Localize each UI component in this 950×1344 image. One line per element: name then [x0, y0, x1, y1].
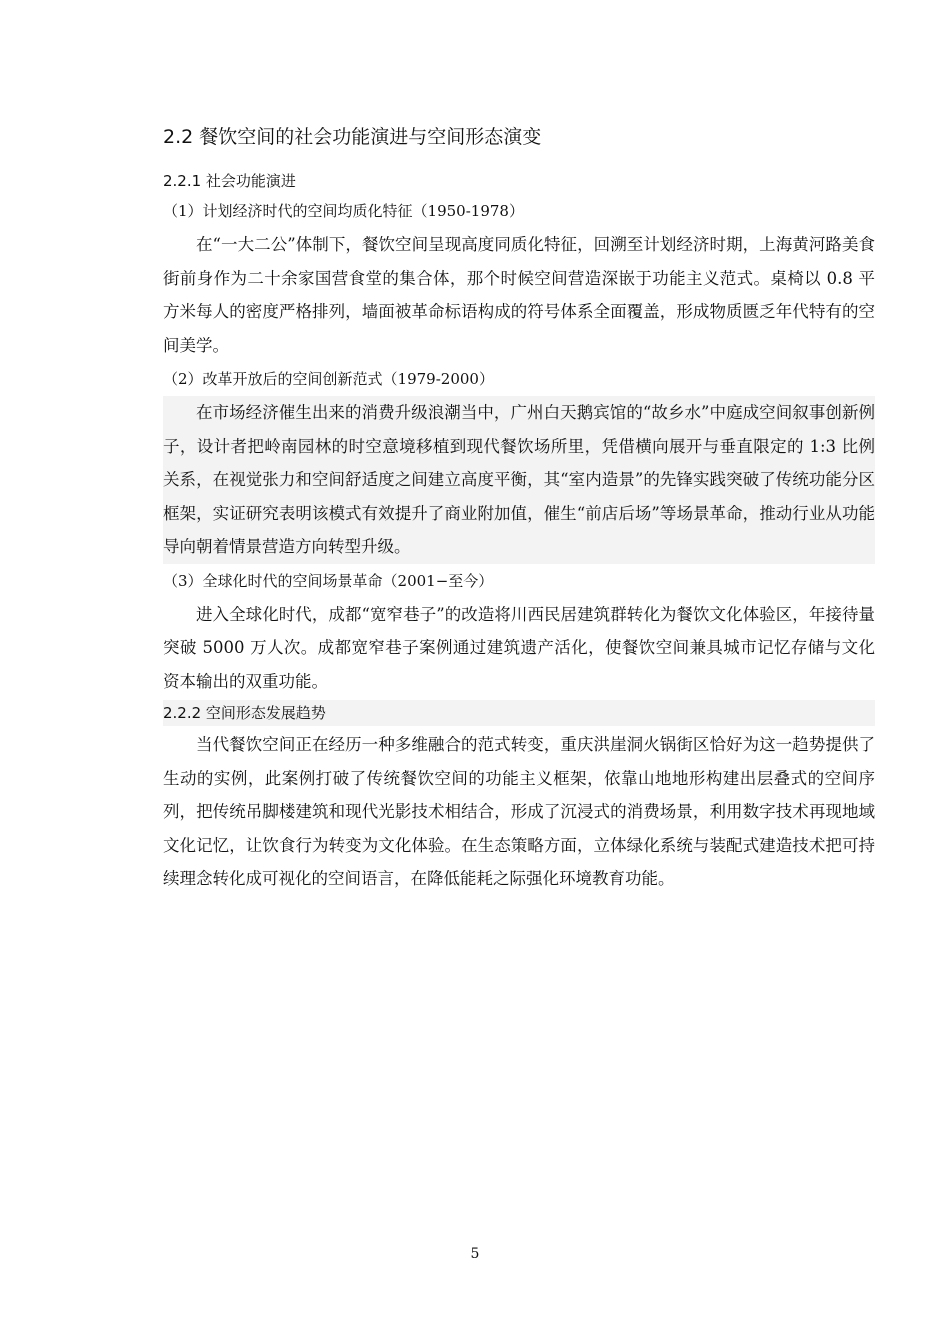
paragraph-globalization: 进入全球化时代，成都“宽窄巷子”的改造将川西民居建筑群转化为餐饮文化体验区，年接待量突破 5000 万人次。成都宽窄巷子案例通过建筑遗产活化，使餐饮空间兼具城市记忆存储与文化资本输出的双重功能。 [163, 604, 875, 691]
part-heading-globalization: （3）全球化时代的空间场景革命（2001−至今） [163, 571, 494, 590]
paragraph-reform-era: 在市场经济催生出来的消费升级浪潮当中，广州白天鹅宾馆的“故乡水”中庭成空间叙事创新例子，设计者把岭南园林的时空意境移植到现代餐饮场所里，凭借横向展开与垂直限定的 1:3 比例关系，在视觉张力和空间舒适度之间建立高度平衡，其“室内造景”的先锋实践突破了传统功能分区框架，实证研究表明该模式有效提升了商业附加值，催生“前店后场”等场景革命，推动行业从功能导向朝着情景营造方向转型升级。 [163, 396, 875, 564]
page-content [163, 122, 875, 898]
paragraph-planned-economy: 在“一大二公”体制下，餐饮空间呈现高度同质化特征，回溯至计划经济时期，上海黄河路美食街前身作为二十余家国营食堂的集合体，那个时候空间营造深嵌于功能主义范式。桌椅以 0.8 平方米每人的密度严格排列，墙面被革命标语构成的符号体系全面覆盖，形成物质匮乏年代特有的空间美学。 [163, 235, 875, 355]
part-heading-reform-era: （2）改革开放后的空间创新范式（1979-2000） [163, 370, 494, 388]
paragraph-spatial-trends: 当代餐饮空间正在经历一种多维融合的范式转变，重庆洪崖洞火锅街区恰好为这一趋势提供了生动的实例，此案例打破了传统餐饮空间的功能主义框架，依靠山地地形构建出层叠式的空间序列，把传统吊脚楼建筑和现代光影技术相结合，形成了沉浸式的消费场景，利用数字技术再现地域文化记忆，让饮食行为转变为文化体验。在生态策略方面，立体绿化系统与装配式建造技术把可持续理念转化成可视化的空间语言，在降低能耗之际强化环境教育功能。 [163, 735, 875, 888]
section-title: 2.2 餐饮空间的社会功能演进与空间形态演变 [163, 126, 542, 148]
part-heading-planned-economy: （1）计划经济时代的空间均质化特征（1950-1978） [163, 202, 524, 220]
page-number: 5 [470, 1246, 480, 1262]
subsection-title-spatial-trends: 2.2.2 空间形态发展趋势 [163, 700, 875, 726]
subsection-title-social-function: 2.2.1 社会功能演进 [163, 172, 296, 190]
